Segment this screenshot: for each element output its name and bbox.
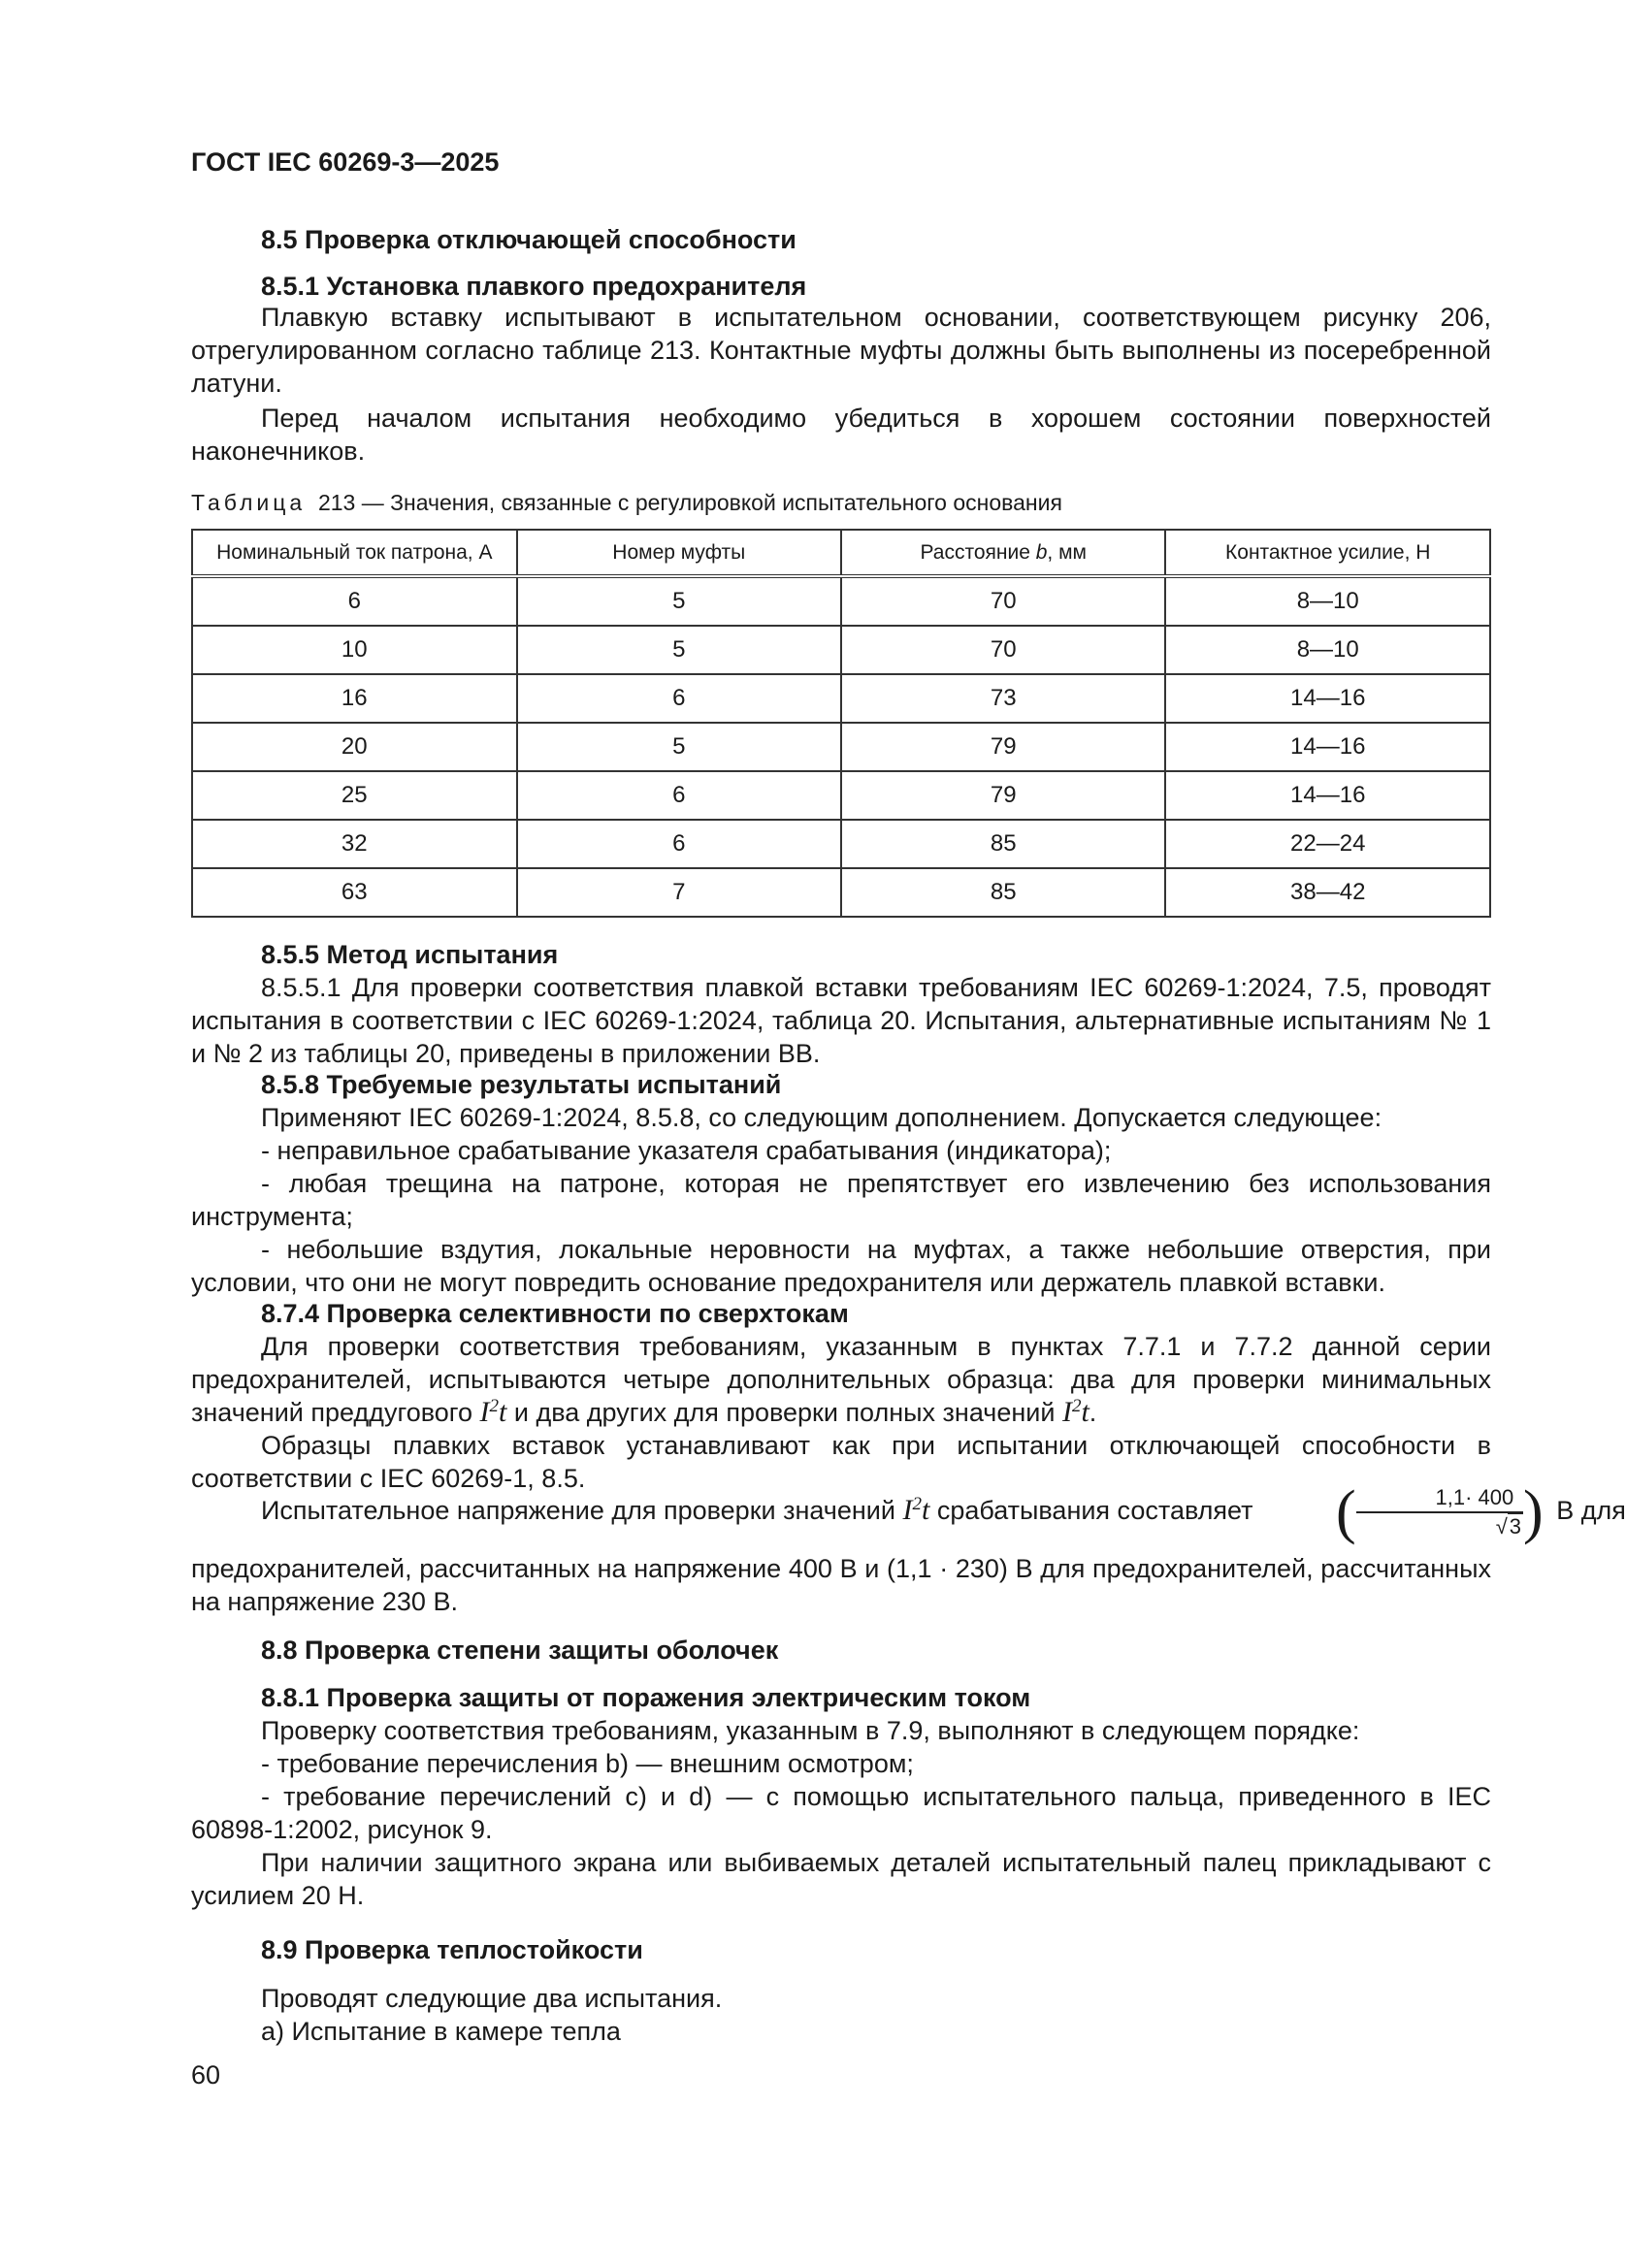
list-item: - небольшие вздутия, локальные неровности на муфтах, а также небольшие отверстия, при условии, что они не могут повредить основание предохранителя или держатель плавкой вставки.: [191, 1235, 1491, 1297]
formula-exponent: 2: [1071, 1396, 1082, 1416]
table-cell: 5: [517, 723, 841, 771]
section-8-9-title: 8.9 Проверка теплостойкости: [261, 1935, 643, 1964]
table-caption-label: Таблица: [191, 490, 307, 515]
paragraph-text: срабатывания составляет: [929, 1496, 1261, 1526]
table-cell: 6: [517, 674, 841, 723]
column-header: Номинальный ток патрона, А: [192, 530, 517, 576]
paragraph: Применяют IEC 60269-1:2024, 8.5.8, со следующим дополнением. Допускается следующее:: [261, 1103, 1382, 1132]
section-8-8-title: 8.8 Проверка степени защиты оболочек: [261, 1636, 779, 1665]
table-header-row: [192, 530, 1490, 576]
paragraph: [191, 1479, 1626, 1545]
list-item: - любая трещина на патроне, которая не препятствует его извлечению без использования инструмента;: [191, 1169, 1491, 1231]
paragraph-text: В для: [1548, 1496, 1626, 1526]
i2t-formula: [1062, 1396, 1089, 1428]
list-item: - требование перечисления b) — внешним осмотром;: [261, 1749, 914, 1778]
table-cell: 5: [517, 576, 841, 626]
paragraph-text: Испытательное напряжение для проверки значений: [261, 1496, 903, 1526]
radical-sign: √: [1495, 1514, 1508, 1539]
table-row: [192, 868, 1490, 917]
table-cell: 25: [192, 771, 517, 820]
paragraph: При наличии защитного экрана или выбиваемых деталей испытательный палец прикладывают с усилием 20 Н.: [191, 1848, 1491, 1910]
formula-symbol: I: [479, 1396, 490, 1428]
paragraph-text: и два других для проверки полных значений: [506, 1398, 1062, 1427]
paragraph: Проводят следующие два испытания.: [261, 1984, 723, 2013]
table-cell: 38—42: [1165, 868, 1490, 917]
paragraph: Образцы плавких вставок устанавливают как при испытании отключающей способности в соответствии с IEC 60269-1, 8.5.: [191, 1431, 1491, 1493]
table-cell: 6: [517, 820, 841, 868]
table-cell: 73: [841, 674, 1166, 723]
table-row: [192, 820, 1490, 868]
table-cell: 79: [841, 723, 1166, 771]
table-cell: 8—10: [1165, 576, 1490, 626]
table-cell: 79: [841, 771, 1166, 820]
table-cell: 10: [192, 626, 517, 674]
column-header: Номер муфты: [517, 530, 841, 576]
table-cell: 22—24: [1165, 820, 1490, 868]
paragraph: Плавкую вставку испытывают в испытательном основании, соответствующем рисунку 206, отрегулированном согласно таблице 213. Контактные муфты должны быть выполнены из посеребренной латуни.: [191, 303, 1491, 398]
table-cell: 85: [841, 868, 1166, 917]
paragraph: [191, 1330, 1491, 1429]
table-caption: [191, 488, 1062, 517]
table-cell: 70: [841, 576, 1166, 626]
table-cell: 63: [192, 868, 517, 917]
paragraph: 8.5.5.1 Для проверки соответствия плавкой вставки требованиям IEC 60269-1:2024, 7.5, проводят испытания в соответствии с IEC 60269-1:2024, таблица 20. Испытания, альтернативные испытаниям № 1 и № 2 из таблицы 20, приведены в приложении ВВ.: [191, 973, 1491, 1068]
column-header-text: Расстояние: [920, 540, 1036, 564]
table-cell: 20: [192, 723, 517, 771]
table-caption-text: 213 — Значения, связанные с регулировкой испытательного основания: [317, 490, 1062, 515]
paragraph: Перед началом испытания необходимо убедиться в хорошем состоянии поверхностей наконечников.: [191, 404, 1491, 466]
formula-exponent: 2: [489, 1396, 500, 1416]
table-cell: 14—16: [1165, 674, 1490, 723]
table-row: [192, 723, 1490, 771]
sqrt-symbol: [1426, 1513, 1523, 1540]
table-row: [192, 674, 1490, 723]
table-cell: 14—16: [1165, 723, 1490, 771]
column-header: Контактное усилие, Н: [1165, 530, 1490, 576]
page-number: 60: [191, 2060, 221, 2090]
radicand: 3: [1509, 1514, 1522, 1539]
table-cell: 14—16: [1165, 771, 1490, 820]
adjustment-values-table: [191, 529, 1491, 918]
table-cell: 32: [192, 820, 517, 868]
table-cell: 16: [192, 674, 517, 723]
list-item: - требование перечислений c) и d) — с помощью испытательного пальца, приведенного в IEC 60898-1:2002, рисунок 9.: [191, 1782, 1491, 1844]
fraction-denominator: [1356, 1513, 1523, 1540]
i2t-formula: [902, 1494, 929, 1526]
formula-fraction: [1356, 1484, 1523, 1540]
table-cell: 6: [517, 771, 841, 820]
table-cell: 8—10: [1165, 626, 1490, 674]
paragraph-text: Для проверки соответствия требованиям, указанным в пунктах 7.7.1 и 7.7.2 данной серии предохранителей, испытываются четыре дополнительных образца: два для проверки минимальных значений преддугового: [191, 1332, 1491, 1427]
table-row: [192, 771, 1490, 820]
section-8-5-8-title: 8.5.8 Требуемые результаты испытаний: [261, 1070, 782, 1099]
document-header: ГОСТ IEC 60269-3—2025: [191, 147, 500, 177]
i2t-formula: [480, 1396, 507, 1428]
formula-symbol: I: [1061, 1396, 1072, 1428]
table-row: [192, 626, 1490, 674]
section-8-5-1-title: 8.5.1 Установка плавкого предохранителя: [261, 272, 807, 301]
section-8-5-5-title: 8.5.5 Метод испытания: [261, 940, 559, 969]
list-item: а) Испытание в камере тепла: [261, 2017, 621, 2046]
formula-symbol: t: [499, 1396, 507, 1428]
paragraph: Проверку соответствия требованиям, указанным в 7.9, выполняют в следующем порядке:: [261, 1716, 1360, 1745]
formula-symbol: t: [921, 1494, 930, 1527]
section-8-8-1-title: 8.8.1 Проверка защиты от поражения электрическим током: [261, 1683, 1031, 1712]
formula-symbol: I: [902, 1494, 913, 1527]
table-cell: 6: [192, 576, 517, 626]
voltage-formula: [1266, 1479, 1544, 1545]
fraction-numerator: 1,1· 400: [1356, 1484, 1523, 1513]
formula-paren: (: [1336, 1479, 1356, 1545]
table-cell: 85: [841, 820, 1166, 868]
paragraph-text: .: [1089, 1398, 1097, 1427]
paragraph: предохранителей, рассчитанных на напряжение 400 В и (1,1 · 230) В для предохранителей, рассчитанных на напряжение 230 В.: [191, 1554, 1491, 1616]
table-cell: 7: [517, 868, 841, 917]
section-8-7-4-title: 8.7.4 Проверка селективности по сверхтокам: [261, 1299, 849, 1328]
formula-symbol: t: [1081, 1396, 1089, 1428]
column-header: [841, 530, 1166, 576]
table-cell: 70: [841, 626, 1166, 674]
table-cell: 5: [517, 626, 841, 674]
table-row: [192, 576, 1490, 626]
list-item: - неправильное срабатывание указателя срабатывания (индикатора);: [261, 1136, 1112, 1165]
formula-paren: ): [1523, 1479, 1544, 1545]
column-header-unit: , мм: [1047, 540, 1087, 564]
formula-exponent: 2: [912, 1494, 922, 1515]
section-8-5-title: 8.5 Проверка отключающей способности: [261, 225, 797, 254]
column-header-variable: b: [1035, 540, 1048, 564]
